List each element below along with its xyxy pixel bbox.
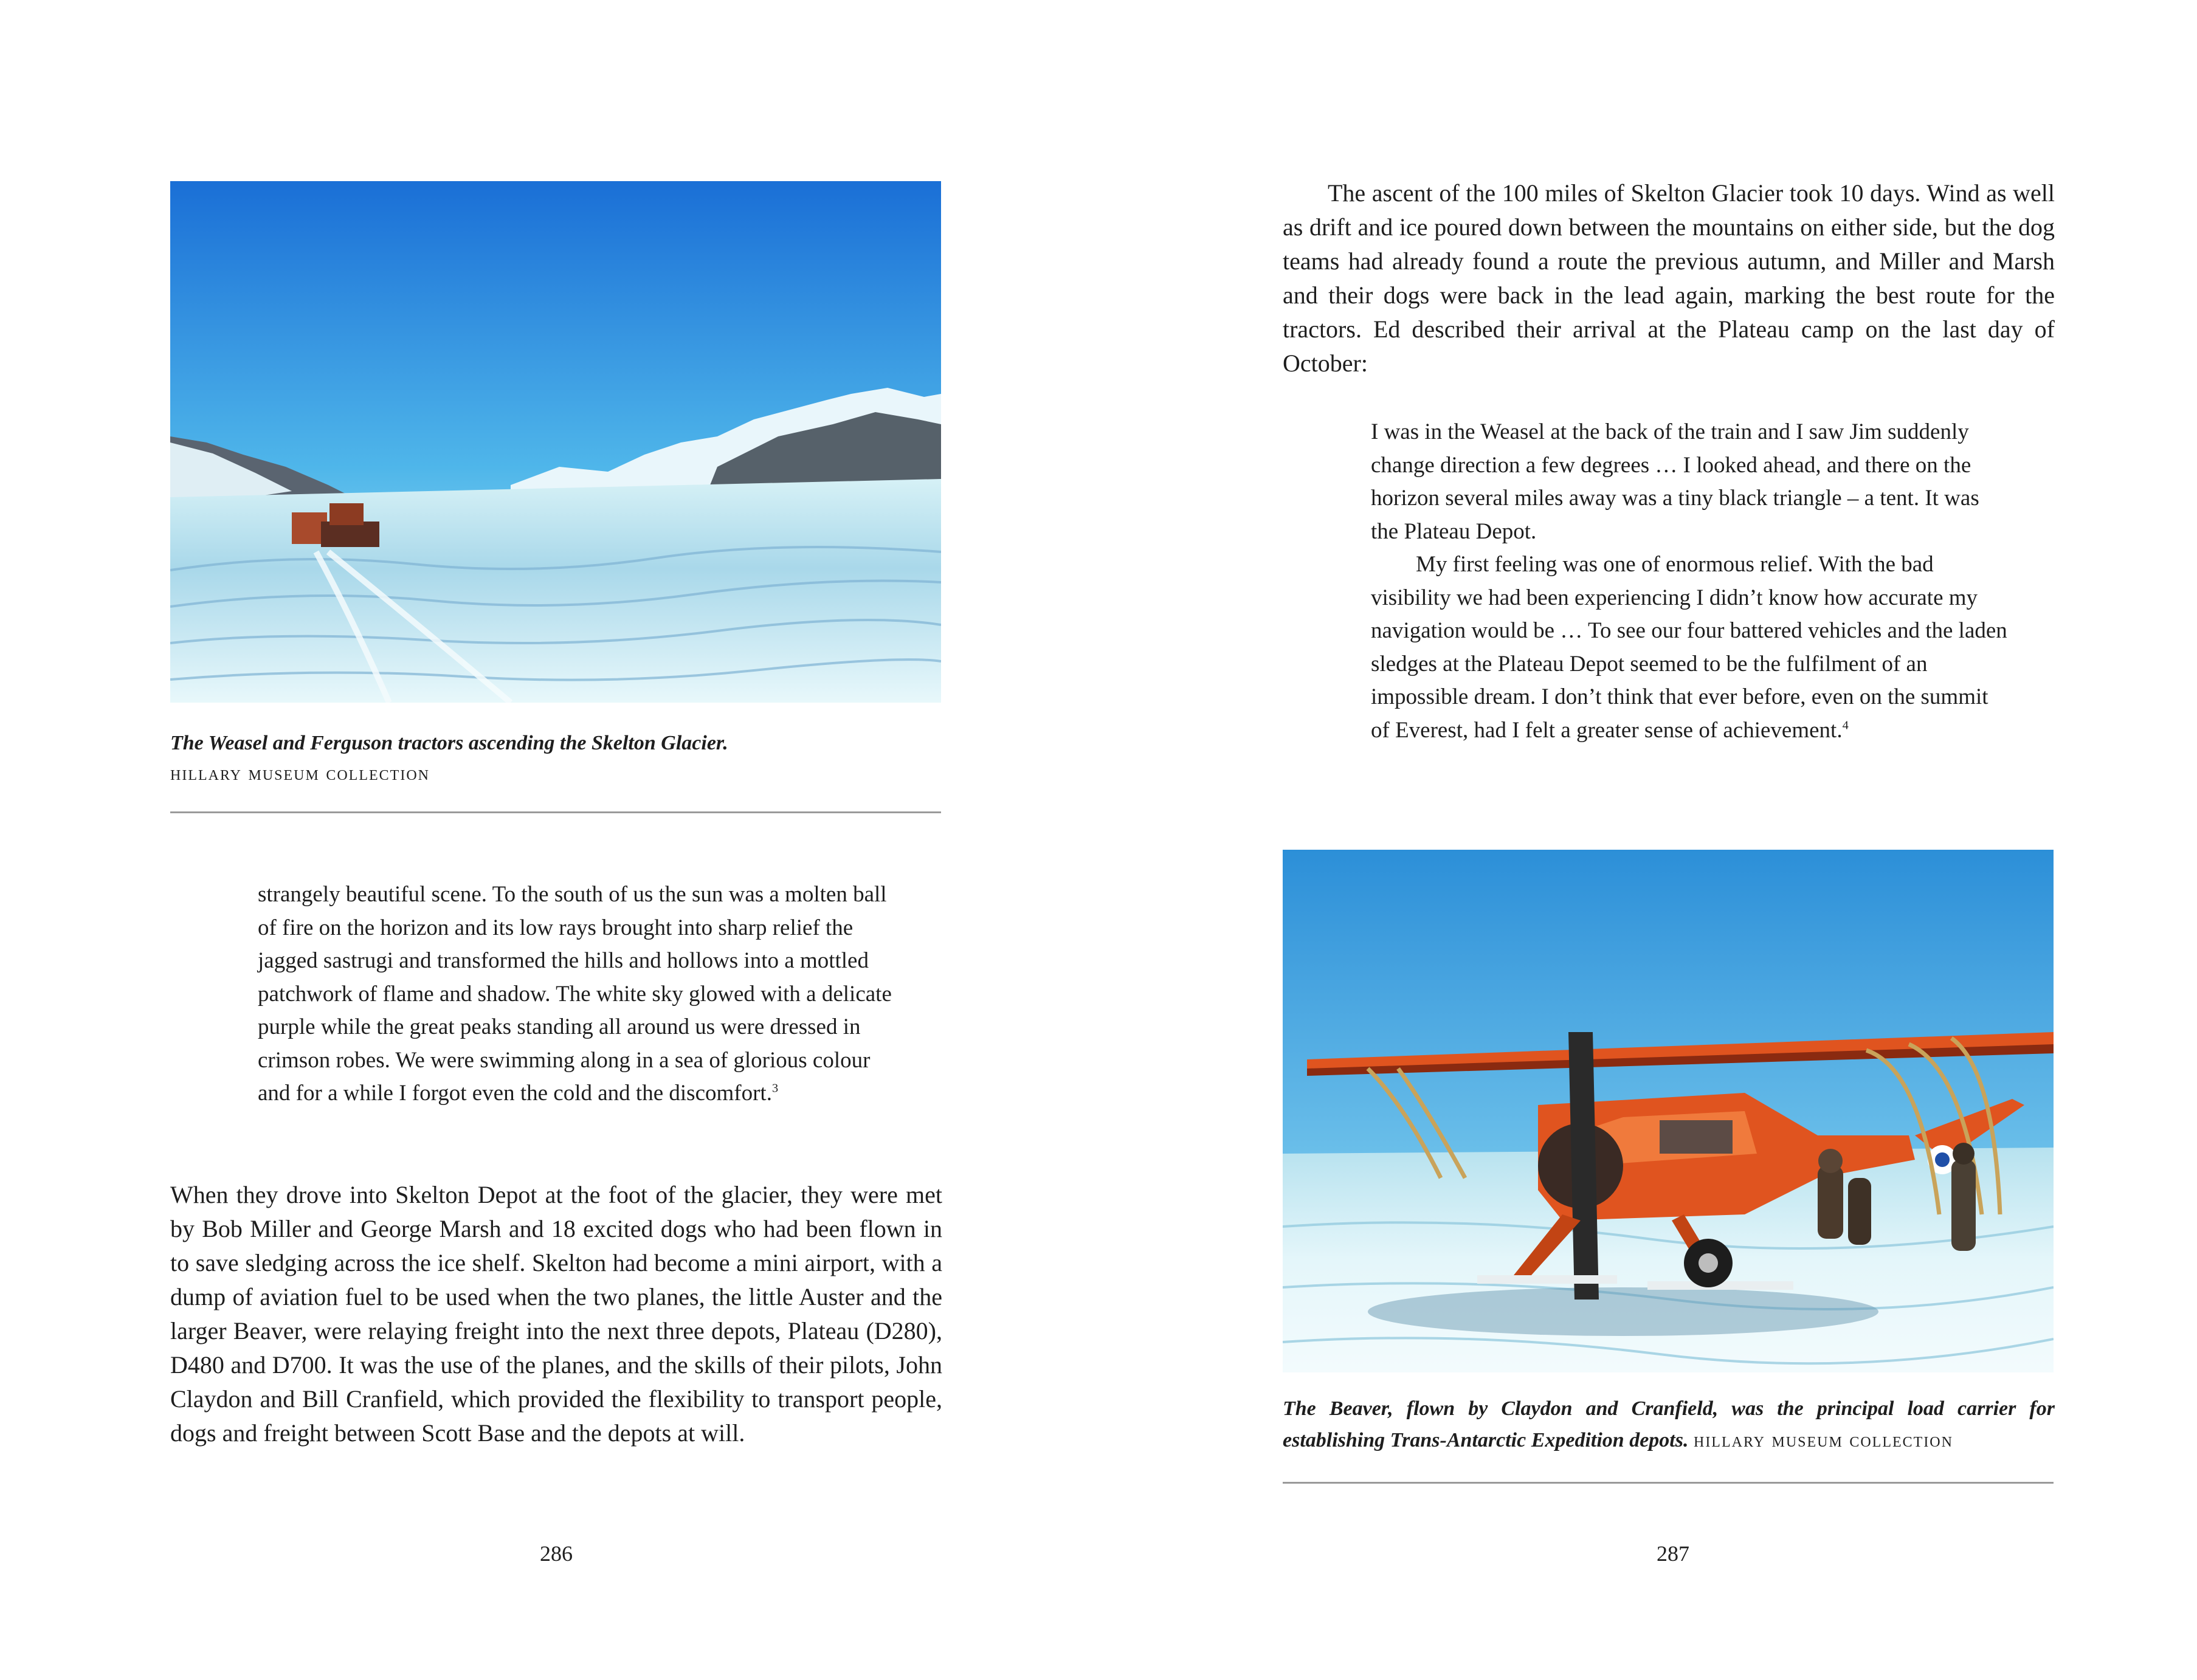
page-number: 287 bbox=[1657, 1541, 1689, 1566]
caption-divider bbox=[170, 811, 941, 813]
endnote-ref: 4 bbox=[1842, 718, 1849, 732]
block-quote bbox=[258, 878, 902, 1110]
glacier-tractors-photo bbox=[170, 181, 941, 703]
right-page bbox=[1098, 0, 2197, 1680]
left-page bbox=[0, 0, 1098, 1680]
photo-credit: hillary museum collection bbox=[1693, 1429, 1953, 1451]
quote-text: strangely beautiful scene. To the south of us the sun was a molten ball of fire on the horizon and its low rays brought into sharp relief the jagged sastrugi and transformed the hills and hollows into a mottled patchwork of flame and shadow. The white sky glowed with a delicate purple while the great peaks standing all around us were dressed in crimson robes. We were swimming along in a sea of glorious colour and for a while I forgot even the cold and the discomfort. bbox=[258, 882, 892, 1106]
caption-text: The Beaver, flown by Claydon and Cranfield, was the principal load carrier for establishing Trans-Antarctic Expedition depots. bbox=[1283, 1397, 2055, 1451]
caption-text: The Weasel and Ferguson tractors ascending the Skelton Glacier. bbox=[170, 732, 728, 754]
beaver-aircraft-photo bbox=[1283, 850, 2054, 1372]
quote-paragraph-2: My first feeling was one of enormous relief. With the bad visibility we had been experiencing I didn’t know how accurate my navigation would be … To see our four battered vehicles and the laden sledges at the Plateau Depot seemed to be the fulfilment of an impossible dream. I don’t think that ever before, even on the summit of Everest, had I felt a greater sense of achievement. bbox=[1371, 552, 2007, 743]
quote-paragraph-1: I was in the Weasel at the back of the train and I saw Jim suddenly change direction a few degrees … I looked ahead, and there on the horizon several miles away was a tiny black triangle – a tent. It was the Plateau Depot. bbox=[1371, 419, 1979, 544]
caption-divider bbox=[1283, 1482, 2054, 1484]
photo-credit: hillary museum collection bbox=[170, 762, 430, 785]
beaver-photo-image bbox=[1283, 850, 2054, 1372]
glacier-photo-image bbox=[170, 181, 941, 703]
glacier-photo-caption bbox=[170, 728, 941, 789]
page-number: 286 bbox=[540, 1541, 573, 1566]
body-paragraph: The ascent of the 100 miles of Skelton Glacier took 10 days. Wind as well as drift and ice poured down between the mountains on either side, but the dog teams had already found a route the previous autumn, and Miller and Marsh and their dogs were back in the lead again, marking the best route for the tractors. Ed described their arrival at the Plateau camp on the last day of October: bbox=[1283, 179, 2055, 377]
endnote-ref: 3 bbox=[771, 1081, 779, 1095]
block-quote bbox=[1371, 416, 2009, 747]
body-paragraph: When they drove into Skelton Depot at the foot of the glacier, they were met by Bob Miller and George Marsh and 18 excited dogs who had been flown in to save sledging across the ice shelf. Skelton had become a mini airport, with a dump of aviation fuel to be used when the two planes, the little Auster and the larger Beaver, were relaying freight into the next three depots, Plateau (D280), D480 and D700. It was the use of the planes, and the skills of their pilots, John Claydon and Bill Cranfield, which provided the flexibility to transport people, dogs and freight between Scott Base and the depots at will. bbox=[170, 1181, 942, 1447]
beaver-photo-caption bbox=[1283, 1393, 2055, 1456]
